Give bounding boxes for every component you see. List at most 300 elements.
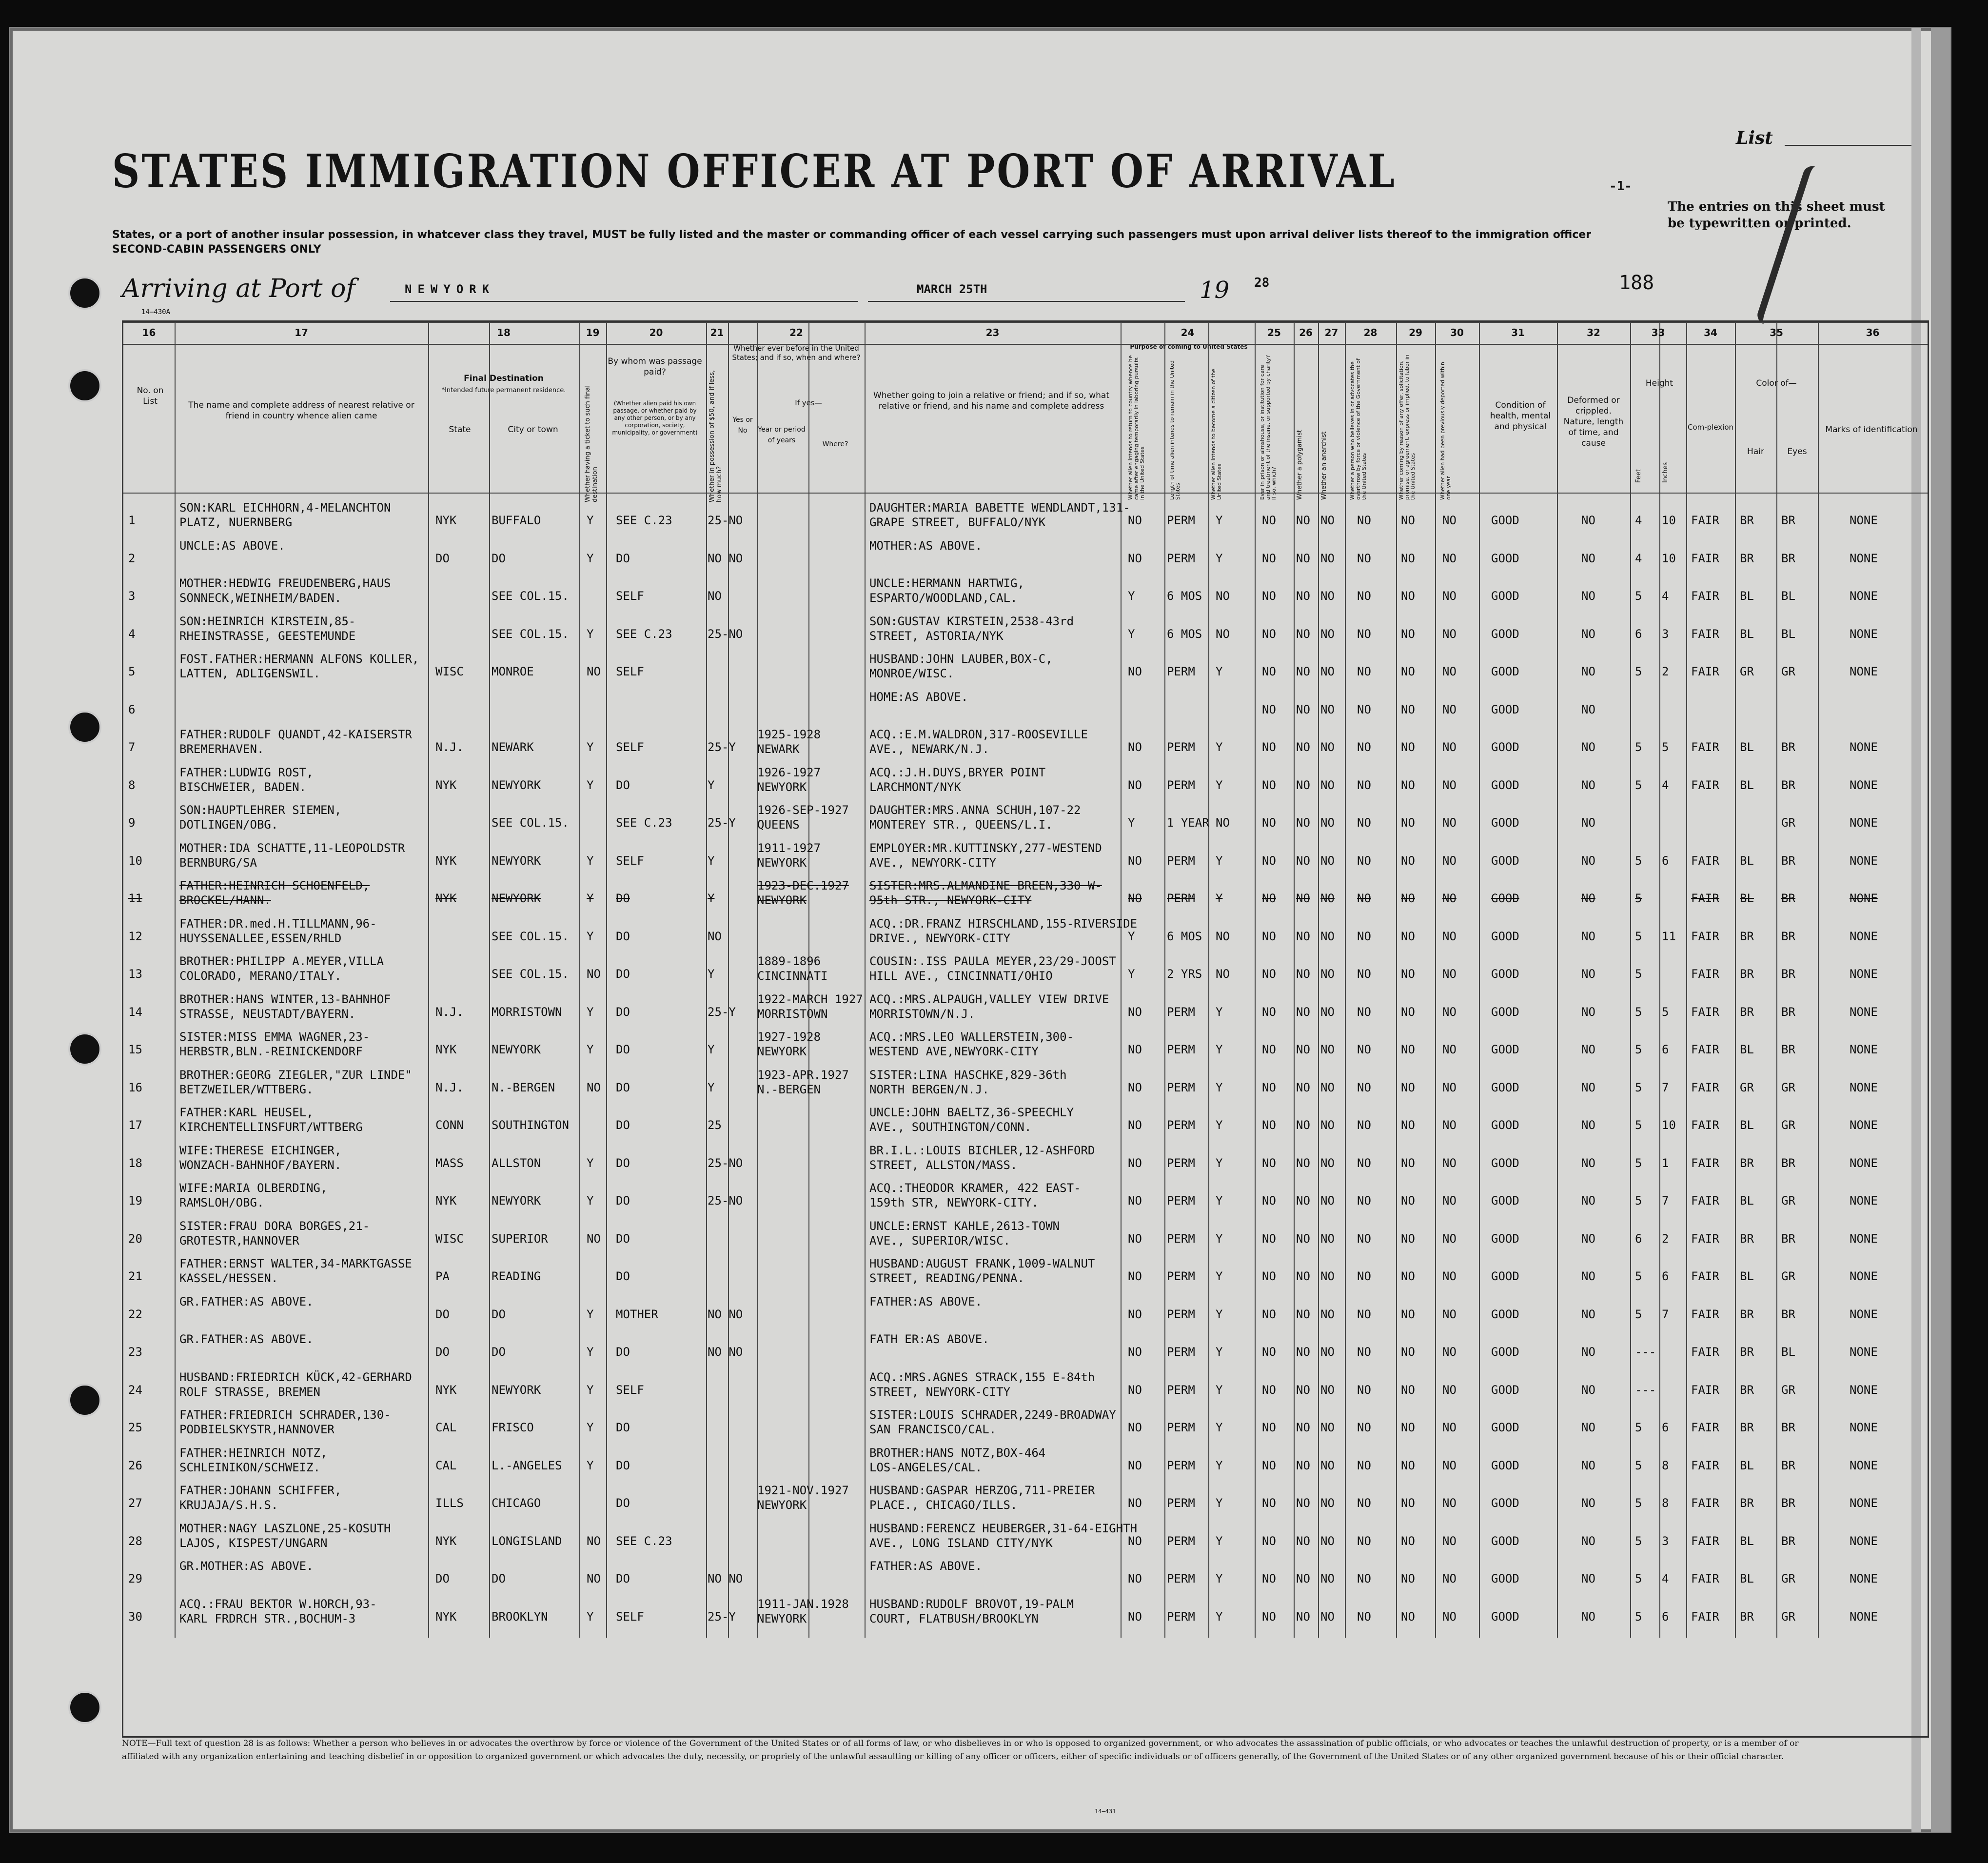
- anarchist-value: NO: [1320, 1383, 1335, 1397]
- eyes-value: BR: [1781, 1005, 1795, 1019]
- height-feet-value: 5: [1635, 1421, 1642, 1434]
- prison-value: NO: [1262, 702, 1276, 716]
- destination-city: DO: [492, 1345, 506, 1359]
- prison-value: NO: [1262, 627, 1276, 641]
- q29-value: NO: [1401, 1345, 1415, 1359]
- eyes-value: GR: [1781, 816, 1795, 830]
- height-inches-value: 7: [1662, 1080, 1669, 1094]
- stay-length-value: PERM: [1167, 1194, 1195, 1208]
- joining-line-1: HUSBAND:FERENCZ HEUBERGER,31-64-EIGHTH: [869, 1521, 1138, 1535]
- before-us-years: 1926-SEP-1927: [757, 803, 849, 817]
- header-rule: [123, 493, 1928, 494]
- paid-by-value: SEE C.23: [616, 514, 672, 527]
- money-value: 25-Y: [708, 740, 736, 754]
- anarchist-value: NO: [1320, 1231, 1335, 1246]
- anarchist-value: NO: [1320, 514, 1335, 527]
- health-value: GOOD: [1491, 929, 1519, 943]
- hair-value: BL: [1740, 1118, 1754, 1132]
- before-us-where: NEWYORK: [757, 1045, 807, 1058]
- hair-value: BL: [1740, 740, 1754, 754]
- height-inches-value: 3: [1662, 1534, 1669, 1548]
- height-inches-value: 1: [1662, 1156, 1669, 1170]
- column-number: 34: [1704, 327, 1717, 338]
- ticket-value: NO: [587, 1080, 601, 1094]
- binder-hole: [68, 1384, 101, 1417]
- height-inches-value: 11: [1662, 929, 1676, 943]
- q28-value: NO: [1357, 1043, 1371, 1056]
- paid-by-value: DO: [616, 1194, 630, 1208]
- marks-value: NONE: [1850, 740, 1878, 754]
- health-value: GOOD: [1491, 1458, 1519, 1472]
- ticket-value: NO: [587, 1572, 601, 1586]
- q28-value: NO: [1357, 1080, 1371, 1094]
- deformed-value: NO: [1581, 1080, 1595, 1094]
- citizen-value: Y: [1216, 514, 1223, 527]
- joining-line-2: STREET, ASTORIA/NYK: [869, 629, 1004, 643]
- eyes-value: BR: [1781, 740, 1795, 754]
- anarchist-value: NO: [1320, 551, 1335, 565]
- relative-line-2: SCHLEINIKON/SCHWEIZ.: [179, 1460, 320, 1474]
- destination-city: SOUTHINGTON: [492, 1118, 569, 1132]
- money-value: NO: [708, 589, 722, 603]
- relative-line-2: SONNECK,WEINHEIM/BADEN.: [179, 591, 342, 605]
- complexion-value: FAIR: [1691, 1383, 1719, 1397]
- complexion-value: FAIR: [1691, 929, 1719, 943]
- deformed-value: NO: [1581, 1118, 1595, 1132]
- money-value: 25-NO: [708, 627, 743, 641]
- anarchist-value: NO: [1320, 1307, 1335, 1321]
- ticket-value: Y: [587, 551, 594, 565]
- marks-value: NONE: [1850, 816, 1878, 830]
- anarchist-value: NO: [1320, 1496, 1335, 1510]
- joining-line-2: AVE., SOUTHINGTON/CONN.: [869, 1120, 1032, 1134]
- height-feet-value: 5: [1635, 853, 1642, 868]
- money-value: NO NO: [708, 551, 743, 565]
- destination-city: SEE COL.15.: [492, 589, 569, 603]
- marks-value: NONE: [1850, 551, 1878, 565]
- q29-value: NO: [1401, 1194, 1415, 1208]
- row-number: 30: [128, 1609, 142, 1624]
- relative-line-2: HUYSSENALLEE,ESSEN/RHLD: [179, 931, 342, 945]
- deformed-value: NO: [1581, 702, 1595, 716]
- anarchist-value: NO: [1320, 1194, 1335, 1208]
- joining-line-1: SON:GUSTAV KIRSTEIN,2538-43rd: [869, 614, 1074, 628]
- height-feet-value: 5: [1635, 929, 1642, 943]
- health-value: GOOD: [1491, 551, 1519, 565]
- marks-value: NONE: [1850, 1269, 1878, 1283]
- complexion-value: FAIR: [1691, 1496, 1719, 1510]
- eyes-value: BL: [1781, 589, 1795, 603]
- purpose-return-value: Y: [1128, 967, 1135, 981]
- hair-value: GR: [1740, 665, 1754, 678]
- polygamist-value: NO: [1296, 1609, 1310, 1624]
- joining-line-2: STREET, READING/PENNA.: [869, 1271, 1024, 1285]
- paid-by-value: DO: [616, 1421, 630, 1434]
- marks-value: NONE: [1850, 1421, 1878, 1434]
- purpose-return-value: Y: [1128, 929, 1135, 943]
- q28-value: NO: [1357, 1156, 1371, 1170]
- stay-length-value: PERM: [1167, 778, 1195, 792]
- prison-value: NO: [1262, 929, 1276, 943]
- q30-value: NO: [1442, 1307, 1457, 1321]
- stay-length-value: 1 YEAR: [1167, 816, 1209, 830]
- purpose-return-value: NO: [1128, 514, 1142, 527]
- citizen-value: Y: [1216, 1194, 1223, 1208]
- money-value: 25-NO: [708, 514, 743, 527]
- height-feet-value: 5: [1635, 1005, 1642, 1019]
- paid-by-value: DO: [616, 1231, 630, 1246]
- prison-value: NO: [1262, 1496, 1276, 1510]
- destination-city: MONROE: [492, 665, 534, 678]
- header-hair: Hair: [1747, 447, 1764, 456]
- table-row: [123, 989, 1928, 1024]
- relative-line-1: WIFE:THERESE EICHINGER,: [179, 1143, 342, 1157]
- hair-value: BR: [1740, 1609, 1754, 1624]
- money-value: Y: [708, 778, 715, 792]
- paid-by-value: SELF: [616, 853, 644, 868]
- destination-state: ILLS: [435, 1496, 464, 1510]
- deformed-value: NO: [1581, 627, 1595, 641]
- header-deformed: Deformed or crippled. Nature, length of time, and cause: [1563, 396, 1624, 448]
- table-row: [123, 573, 1928, 608]
- stay-length-value: PERM: [1167, 1080, 1195, 1094]
- eyes-value: BR: [1781, 551, 1795, 565]
- health-value: GOOD: [1491, 1534, 1519, 1548]
- joining-line-1: UNCLE:ERNST KAHLE,2613-TOWN: [869, 1219, 1060, 1233]
- paid-by-value: DO: [616, 1156, 630, 1170]
- relative-line-1: GR.FATHER:AS ABOVE.: [179, 1332, 314, 1346]
- citizen-value: Y: [1216, 1005, 1223, 1019]
- complexion-value: FAIR: [1691, 1458, 1719, 1472]
- before-us-years: 1921-NOV.1927: [757, 1484, 849, 1497]
- destination-city: L.-ANGELES: [492, 1458, 562, 1472]
- polygamist-value: NO: [1296, 514, 1310, 527]
- q28-value: NO: [1357, 1118, 1371, 1132]
- anarchist-value: NO: [1320, 1156, 1335, 1170]
- table-row: [123, 724, 1928, 759]
- table-row: [123, 1065, 1928, 1100]
- paid-by-value: DO: [616, 892, 630, 905]
- paid-by-value: DO: [616, 551, 630, 565]
- prison-value: NO: [1262, 1534, 1276, 1548]
- header-year-period: Year or period of years: [758, 426, 806, 444]
- money-value: NO NO: [708, 1307, 743, 1321]
- health-value: GOOD: [1491, 1005, 1519, 1019]
- footnote-q28: NOTE—Full text of question 28 is as follows: Whether a person who believes in or advocates the overthrow by force or violence of the Government of the United States or of all forms of law, or who disbelieves in or who is opposed to organized government, or who advocates the assassination of public officials, or who advocates or teaches the unlawful destruction of property, or is a member of or affiliated with any organization entertaining and teaching disbelief in or opposition to organized government or which advocates the duty, necessity, or propriety of the unlawful assaulting or killing of any officer or officers, either of specific individuals or of officers generally, of the Government of the United States or of any other organized government because of his or their official character.: [122, 1739, 1799, 1762]
- stay-length-value: 2 YRS: [1167, 967, 1202, 981]
- q28-value: NO: [1357, 816, 1371, 830]
- sheet-edge: [1931, 28, 1950, 1832]
- joining-line-1: BR.I.L.:LOUIS BICHLER,12-ASHFORD: [869, 1143, 1095, 1157]
- purpose-return-value: NO: [1128, 1572, 1142, 1586]
- header-inches: Inches: [1662, 462, 1669, 483]
- stay-length-value: PERM: [1167, 1383, 1195, 1397]
- column-number: 31: [1511, 327, 1525, 338]
- money-value: NO: [708, 929, 722, 943]
- q30-value: NO: [1442, 1609, 1457, 1624]
- hair-value: BR: [1740, 929, 1754, 943]
- q30-value: NO: [1442, 929, 1457, 943]
- q28-value: NO: [1357, 778, 1371, 792]
- q30-value: NO: [1442, 967, 1457, 981]
- destination-state: DO: [435, 551, 450, 565]
- citizen-value: Y: [1216, 778, 1223, 792]
- before-us-years: 1926-1927: [757, 765, 821, 779]
- purpose-return-value: NO: [1128, 853, 1142, 868]
- polygamist-value: NO: [1296, 967, 1310, 981]
- row-number: 23: [128, 1345, 142, 1359]
- table-row: [123, 1178, 1928, 1213]
- q29-value: NO: [1401, 1421, 1415, 1434]
- table-row: [123, 1102, 1928, 1137]
- q28-value: NO: [1357, 929, 1371, 943]
- destination-city: NEWYORK: [492, 778, 541, 792]
- relative-line-1: FOST.FATHER:HERMANN ALFONS KOLLER,: [179, 652, 419, 666]
- deformed-value: NO: [1581, 665, 1595, 678]
- eyes-value: GR: [1781, 1609, 1795, 1624]
- q29-value: NO: [1401, 967, 1415, 981]
- ticket-value: Y: [587, 778, 594, 792]
- prison-value: NO: [1262, 1118, 1276, 1132]
- column-number: 30: [1450, 327, 1464, 338]
- height-inches-value: 7: [1662, 1194, 1669, 1208]
- polygamist-value: NO: [1296, 778, 1310, 792]
- health-value: GOOD: [1491, 1194, 1519, 1208]
- destination-state: N.J.: [435, 1005, 464, 1019]
- ticket-value: Y: [587, 853, 594, 868]
- stay-length-value: PERM: [1167, 1269, 1195, 1283]
- column-number: 25: [1267, 327, 1281, 338]
- prison-value: NO: [1262, 1383, 1276, 1397]
- q29-value: NO: [1401, 1156, 1415, 1170]
- q29-value: NO: [1401, 1043, 1415, 1056]
- eyes-value: BR: [1781, 1231, 1795, 1246]
- marks-value: NONE: [1850, 589, 1878, 603]
- height-feet-value: 6: [1635, 1231, 1642, 1246]
- q28-value: NO: [1357, 551, 1371, 565]
- header-purpose-citizen: Whether alien intends to become a citizen of the United States: [1210, 369, 1222, 500]
- money-value: NO NO: [708, 1572, 743, 1586]
- polygamist-value: NO: [1296, 665, 1310, 678]
- health-value: GOOD: [1491, 853, 1519, 868]
- polygamist-value: NO: [1296, 1534, 1310, 1548]
- row-number: 10: [128, 853, 142, 868]
- ticket-value: Y: [587, 892, 594, 905]
- polygamist-value: NO: [1296, 1307, 1310, 1321]
- q29-value: NO: [1401, 589, 1415, 603]
- row-rule: [123, 322, 1928, 323]
- before-us-where: NEWYORK: [757, 780, 807, 794]
- header-rule: [123, 344, 1928, 345]
- polygamist-value: NO: [1296, 853, 1310, 868]
- citizen-value: NO: [1216, 627, 1230, 641]
- anarchist-value: NO: [1320, 1005, 1335, 1019]
- prison-value: NO: [1262, 1307, 1276, 1321]
- before-us-where: QUEENS: [757, 818, 800, 832]
- destination-city: SEE COL.15.: [492, 929, 569, 943]
- citizen-value: Y: [1216, 1156, 1223, 1170]
- height-feet-value: 5: [1635, 1496, 1642, 1510]
- binder-hole: [68, 711, 101, 744]
- paid-by-value: SEE C.23: [616, 627, 672, 641]
- prison-value: NO: [1262, 1231, 1276, 1246]
- column-number: 29: [1409, 327, 1422, 338]
- manifest-sheet: [9, 27, 1951, 1833]
- marks-value: NONE: [1850, 1080, 1878, 1094]
- money-value: Y: [708, 892, 715, 905]
- anarchist-value: NO: [1320, 967, 1335, 981]
- prison-value: NO: [1262, 1458, 1276, 1472]
- q28-value: NO: [1357, 1421, 1371, 1434]
- q28-value: NO: [1357, 1269, 1371, 1283]
- eyes-value: BR: [1781, 778, 1795, 792]
- q28-value: NO: [1357, 514, 1371, 527]
- year-label: 19: [1200, 277, 1230, 304]
- relative-line-1: MOTHER:NAGY LASZLONE,25-KOSUTH: [179, 1521, 391, 1535]
- complexion-value: FAIR: [1691, 967, 1719, 981]
- table-row: [123, 611, 1928, 646]
- hair-value: BR: [1740, 1307, 1754, 1321]
- joining-line-1: SISTER:LOUIS SCHRADER,2249-BROADWAY: [869, 1408, 1116, 1422]
- health-value: GOOD: [1491, 1269, 1519, 1283]
- anarchist-value: NO: [1320, 1080, 1335, 1094]
- q29-value: NO: [1401, 551, 1415, 565]
- polygamist-value: NO: [1296, 1458, 1310, 1472]
- hair-value: BR: [1740, 1383, 1754, 1397]
- q28-value: NO: [1357, 1307, 1371, 1321]
- polygamist-value: NO: [1296, 1269, 1310, 1283]
- q30-value: NO: [1442, 589, 1457, 603]
- class-label: SECOND-CABIN PASSENGERS ONLY: [112, 243, 321, 256]
- relative-line-2: KARL FRDRCH STR.,BOCHUM-3: [179, 1611, 356, 1625]
- health-value: GOOD: [1491, 816, 1519, 830]
- height-feet-value: 5: [1635, 1118, 1642, 1132]
- hair-value: BL: [1740, 589, 1754, 603]
- height-inches-value: 6: [1662, 1609, 1669, 1624]
- money-value: Y: [708, 967, 715, 981]
- citizen-value: Y: [1216, 1080, 1223, 1094]
- height-feet-value: 5: [1635, 1194, 1642, 1208]
- stay-length-value: 6 MOS: [1167, 929, 1202, 943]
- deformed-value: NO: [1581, 1572, 1595, 1586]
- joining-line-1: FATHER:AS ABOVE.: [869, 1559, 983, 1573]
- row-number: 4: [128, 627, 136, 641]
- q30-value: NO: [1442, 853, 1457, 868]
- manifest-table: [122, 320, 1929, 1738]
- destination-state: NYK: [435, 853, 457, 868]
- stay-length-value: PERM: [1167, 1156, 1195, 1170]
- height-feet-value: 5: [1635, 1458, 1642, 1472]
- prison-value: NO: [1262, 892, 1276, 905]
- health-value: GOOD: [1491, 1156, 1519, 1170]
- row-number: 29: [128, 1572, 142, 1586]
- anarchist-value: NO: [1320, 1269, 1335, 1283]
- q30-value: NO: [1442, 1231, 1457, 1246]
- deformed-value: NO: [1581, 1005, 1595, 1019]
- money-value: 25-Y: [708, 1609, 736, 1624]
- marks-value: NONE: [1850, 1043, 1878, 1056]
- joining-line-2: HILL AVE., CINCINNATI/OHIO: [869, 969, 1053, 983]
- relative-line-2: KASSEL/HESSEN.: [179, 1271, 278, 1285]
- stay-length-value: 6 MOS: [1167, 589, 1202, 603]
- q29-value: NO: [1401, 778, 1415, 792]
- marks-value: NONE: [1850, 1005, 1878, 1019]
- header-ticket: Whether having a ticket to such final destination: [584, 385, 599, 502]
- deformed-value: NO: [1581, 740, 1595, 754]
- hair-value: BL: [1740, 1458, 1754, 1472]
- complexion-value: FAIR: [1691, 1231, 1719, 1246]
- joining-line-2: DRIVE., NEWYORK-CITY: [869, 931, 1010, 945]
- joining-line-2: NORTH BERGEN/N.J.: [869, 1082, 989, 1096]
- column-number: 23: [985, 327, 1000, 338]
- eyes-value: BR: [1781, 1307, 1795, 1321]
- health-value: GOOD: [1491, 1307, 1519, 1321]
- relative-line-2: LAJOS, KISPEST/UNGARN: [179, 1536, 328, 1550]
- stay-length-value: PERM: [1167, 1572, 1195, 1586]
- eyes-value: BR: [1781, 853, 1795, 868]
- q29-value: NO: [1401, 702, 1415, 716]
- purpose-return-value: NO: [1128, 1458, 1142, 1472]
- marks-value: NONE: [1850, 778, 1878, 792]
- purpose-return-value: NO: [1128, 1269, 1142, 1283]
- height-feet-value: 5: [1635, 1080, 1642, 1094]
- before-us-where: N.-BERGEN: [757, 1082, 821, 1096]
- purpose-return-value: NO: [1128, 1609, 1142, 1624]
- polygamist-value: NO: [1296, 1383, 1310, 1397]
- eyes-value: BR: [1781, 892, 1795, 905]
- joining-line-1: FATHER:AS ABOVE.: [869, 1294, 983, 1308]
- height-inches-value: 10: [1662, 551, 1676, 565]
- destination-state: MASS: [435, 1156, 464, 1170]
- q28-value: NO: [1357, 853, 1371, 868]
- relative-line-2: BERNBURG/SA: [179, 855, 257, 870]
- prison-value: NO: [1262, 1345, 1276, 1359]
- row-number: 3: [128, 589, 136, 603]
- health-value: GOOD: [1491, 740, 1519, 754]
- stay-length-value: 6 MOS: [1167, 627, 1202, 641]
- height-inches-value: 8: [1662, 1496, 1669, 1510]
- table-row: [123, 1140, 1928, 1175]
- stay-length-value: PERM: [1167, 1043, 1195, 1056]
- q29-value: NO: [1401, 1231, 1415, 1246]
- anarchist-value: NO: [1320, 1572, 1335, 1586]
- eyes-value: BR: [1781, 1156, 1795, 1170]
- prison-value: NO: [1262, 1194, 1276, 1208]
- binder-hole: [68, 1032, 101, 1066]
- marks-value: NONE: [1850, 1231, 1878, 1246]
- paid-by-value: DO: [616, 1269, 630, 1283]
- prison-value: NO: [1262, 665, 1276, 678]
- table-row: [123, 1480, 1928, 1515]
- purpose-return-value: NO: [1128, 1496, 1142, 1510]
- polygamist-value: NO: [1296, 1156, 1310, 1170]
- before-us-years: 1911-1927: [757, 841, 821, 855]
- height-inches-value: 6: [1662, 1269, 1669, 1283]
- deformed-value: NO: [1581, 816, 1595, 830]
- destination-city: SUPERIOR: [492, 1231, 548, 1246]
- table-row: [123, 1329, 1928, 1364]
- hair-value: BL: [1740, 1269, 1754, 1283]
- destination-state: NYK: [435, 514, 457, 527]
- paid-by-value: DO: [616, 1118, 630, 1132]
- anarchist-value: NO: [1320, 929, 1335, 943]
- height-inches-value: 2: [1662, 1231, 1669, 1246]
- ticket-value: Y: [587, 1307, 594, 1321]
- joining-line-2: STREET, NEWYORK-CITY: [869, 1385, 1010, 1399]
- joining-line-1: COUSIN:.ISS PAULA MEYER,23/29-JOOST: [869, 954, 1116, 968]
- citizen-value: Y: [1216, 1231, 1223, 1246]
- joining-line-1: ACQ.:DR.FRANZ HIRSCHLAND,155-RIVERSIDE: [869, 916, 1138, 931]
